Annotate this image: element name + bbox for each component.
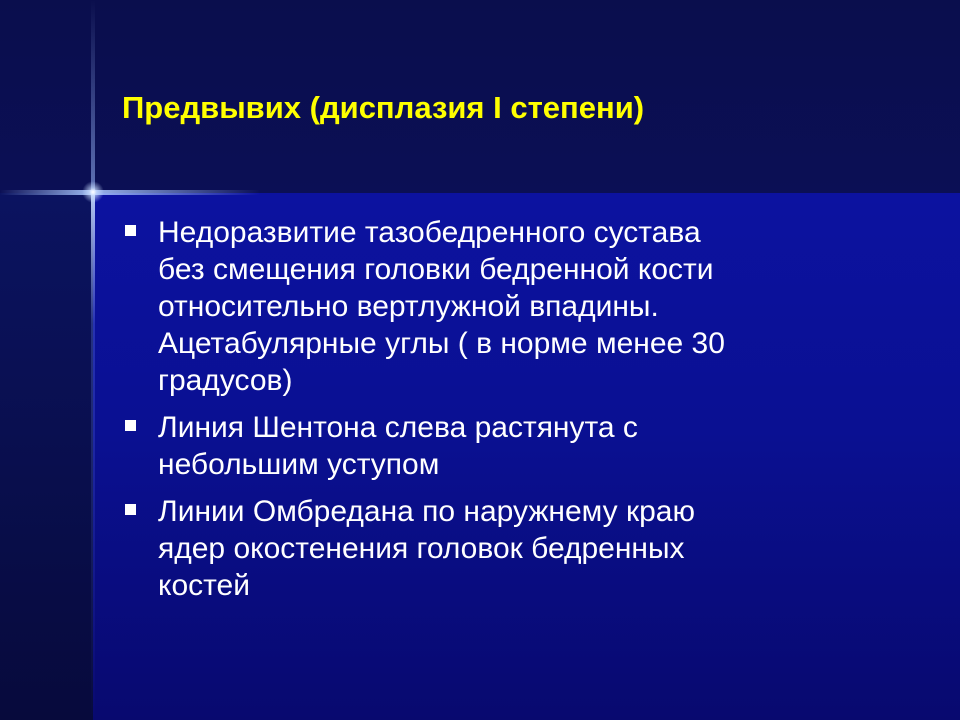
bullet-list bbox=[120, 214, 860, 614]
square-bullet-icon bbox=[125, 225, 136, 236]
bullet-item bbox=[120, 493, 860, 604]
bullet-text: Недоразвитие тазобедренного сустава без смещения головки бедренной кости относительно вертлужной впадины. Ацетабулярные углы ( в норме менее 30 градусов) bbox=[158, 216, 725, 397]
decorative-star-icon bbox=[82, 181, 104, 203]
slide-title: Предвывих (дисплазия I степени) bbox=[122, 90, 645, 125]
bullet-text: Линия Шентона слева растянута с небольшим уступом bbox=[158, 411, 638, 481]
bullet-text: Линии Омбредана по наружнему краю ядер окостенения головок бедренных костей bbox=[158, 495, 695, 602]
bullet-item bbox=[120, 214, 860, 399]
square-bullet-icon bbox=[125, 504, 136, 515]
bullet-item bbox=[120, 409, 860, 483]
square-bullet-icon bbox=[125, 420, 136, 431]
decorative-light-line-horizontal bbox=[0, 190, 260, 195]
decorative-light-line-vertical bbox=[91, 0, 95, 720]
slide-left-band bbox=[0, 193, 93, 720]
